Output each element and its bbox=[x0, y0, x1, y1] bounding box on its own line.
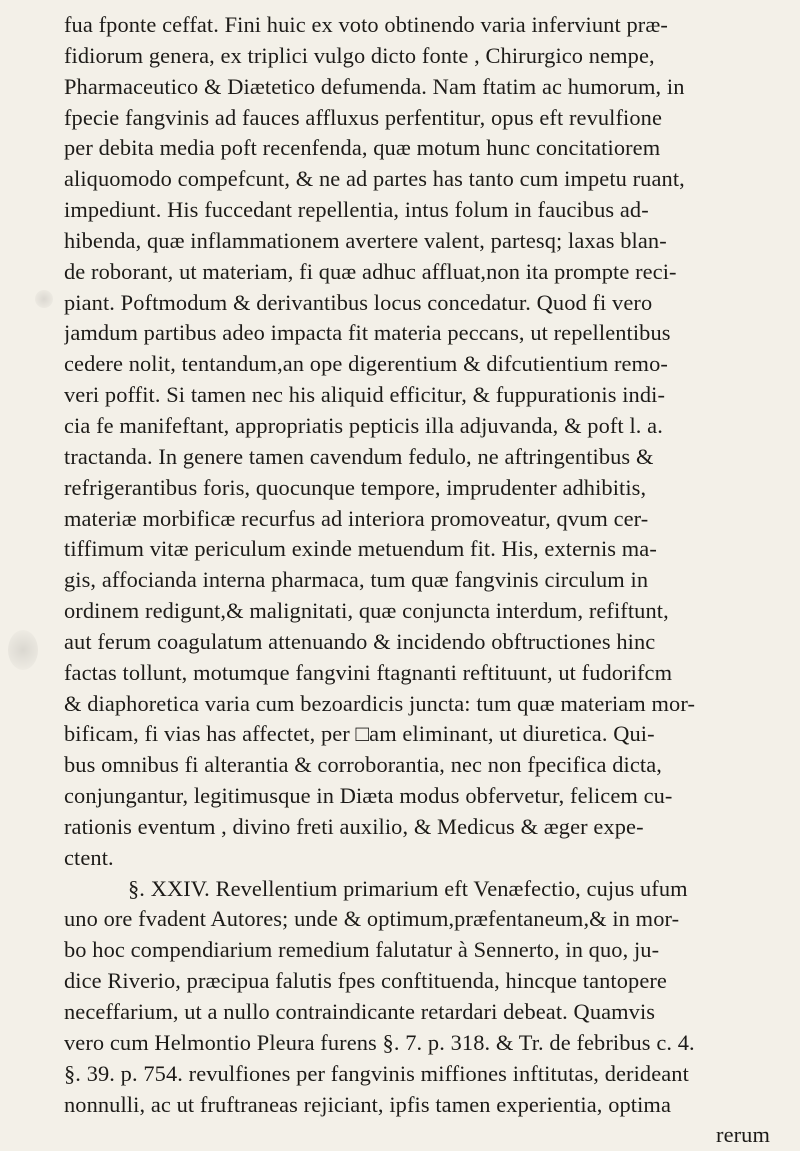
text-line: tiffimum vitæ periculum exinde metuendum fit. His, externis ma- bbox=[64, 536, 657, 562]
text-line: per debita media poft recenfenda, quæ motum hunc concitatiorem bbox=[64, 135, 661, 161]
text-line: cedere nolit, tentandum,an ope digerentium & difcutientium remo- bbox=[64, 351, 668, 377]
ink-smudge bbox=[35, 290, 53, 308]
text-line: aut ferum coagulatum attenuando & incidendo obftructiones hinc bbox=[64, 628, 656, 654]
text-line: fua fponte ceffat. Fini huic ex voto obtinendo varia inferviunt præ- bbox=[64, 12, 668, 37]
text-line: conjungantur, legitimusque in Diæta modus obfervetur, felicem cu- bbox=[64, 783, 673, 809]
text-line: bo hoc compendiarium remedium falutatur à Sennerto, in quo, ju- bbox=[64, 937, 660, 963]
text-line: & diaphoretica varia cum bezoardicis juncta: tum quæ materiam mor- bbox=[64, 690, 696, 716]
section-heading-line: §. XXIV. Revellentium primarium eft Venæfectio, cujus ufum bbox=[128, 875, 688, 901]
text-line: bificam, fi vias has affectet, per □am eliminant, ut diuretica. Qui- bbox=[64, 721, 655, 747]
text-line: impediunt. His fuccedant repellentia, intus folum in faucibus ad- bbox=[64, 197, 649, 223]
text-line: ctent. bbox=[64, 844, 114, 870]
text-line: tractanda. In genere tamen cavendum fedulo, ne aftringentibus & bbox=[64, 443, 654, 469]
text-line: Pharmaceutico & Diætetico defumenda. Nam ftatim ac humorum, in bbox=[64, 73, 685, 99]
text-line: hibenda, quæ inflammationem avertere valent, partesq; laxas blan- bbox=[64, 227, 667, 253]
text-line: refrigerantibus foris, quocunque tempore, imprudenter adhibitis, bbox=[64, 474, 647, 500]
text-line: §. 39. p. 754. revulfiones per fangvinis miffiones inftitutas, derideant bbox=[64, 1060, 689, 1086]
text-line: gis, affocianda interna pharmaca, tum quæ fangvinis circulum in bbox=[64, 567, 649, 593]
page-text bbox=[64, 10, 784, 1151]
text-line: fidiorum genera, ex triplici vulgo dicto fonte , Chirurgico nempe, bbox=[64, 42, 655, 68]
text-line: vero cum Helmontio Pleura furens §. 7. p. 318. & Tr. de febribus c. 4. bbox=[64, 1029, 695, 1055]
text-line: cia fe manifeftant, appropriatis pepticis illa adjuvanda, & poft l. a. bbox=[64, 412, 663, 438]
text-line: de roborant, ut materiam, fi quæ adhuc affluat,non ita prompte reci- bbox=[64, 258, 677, 284]
text-line: piant. Poftmodum & derivantibus locus concedatur. Quod fi vero bbox=[64, 289, 653, 315]
text-line: factas tollunt, motumque fangvini ftagnanti reftituunt, ut fudorifcm bbox=[64, 659, 673, 685]
text-line: ordinem redigunt,& malignitati, quæ conjuncta interdum, refiftunt, bbox=[64, 598, 669, 624]
text-line: rationis eventum , divino freti auxilio, & Medicus & æger expe- bbox=[64, 813, 644, 839]
text-line: veri poffit. Si tamen nec his aliquid efficitur, & fuppurationis indi- bbox=[64, 382, 665, 408]
text-line: jamdum partibus adeo impacta fit materia peccans, ut repellentibus bbox=[64, 320, 671, 346]
catchword: rerum bbox=[716, 1122, 770, 1148]
text-line: aliquomodo compefcunt, & ne ad partes has tanto cum impetu ruant, bbox=[64, 166, 685, 192]
text-line: dice Riverio, præcipua falutis fpes conftituenda, hincque tantopere bbox=[64, 968, 667, 994]
ink-smudge bbox=[8, 630, 38, 670]
text-line: materiæ morbificæ recurfus ad interiora promoveatur, qvum cer- bbox=[64, 505, 649, 531]
text-line: neceffarium, ut a nullo contraindicante retardari debeat. Quamvis bbox=[64, 999, 656, 1024]
text-line: nonnulli, ac ut fruftraneas rejiciant, ipfis tamen experientia, optima bbox=[64, 1091, 671, 1117]
text-line: fpecie fangvinis ad fauces affluxus perfentitur, opus eft revulfione bbox=[64, 104, 662, 130]
text-line: uno ore fvadent Autores; unde & optimum,præfentaneum,& in mor- bbox=[64, 906, 680, 932]
text-line: bus omnibus fi alterantia & corroborantia, nec non fpecifica dicta, bbox=[64, 752, 662, 778]
